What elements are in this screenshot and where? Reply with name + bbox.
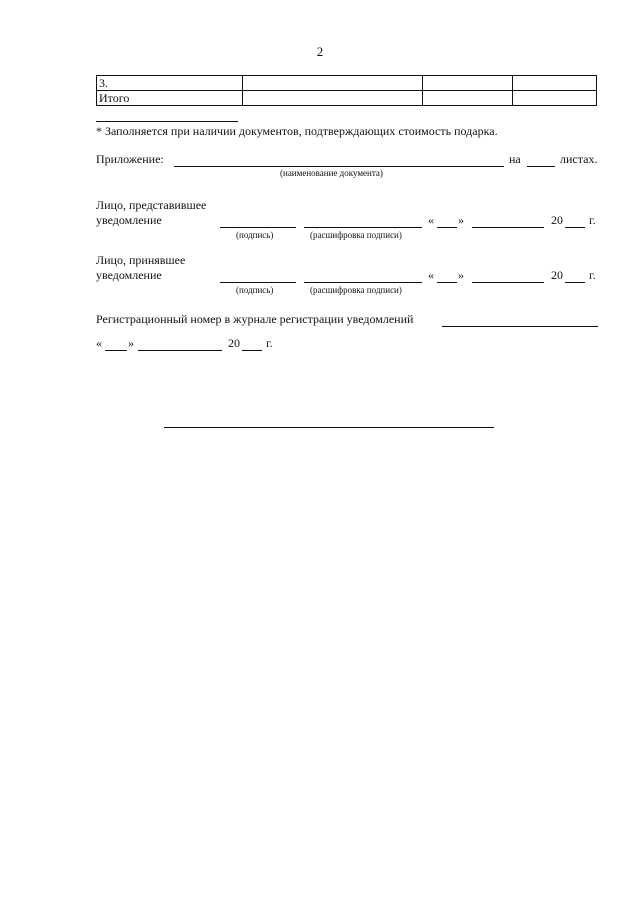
receiver-year-field[interactable] (565, 282, 585, 283)
submitter-year-suffix: г. (589, 213, 596, 227)
table-cell (423, 76, 513, 91)
receiver-label-line2: уведомление (96, 268, 162, 282)
table-cell (513, 91, 597, 106)
registration-year-field[interactable] (242, 350, 262, 351)
submitter-decoding-caption: (расшифровка подписи) (310, 230, 402, 240)
receiver-year-suffix: г. (589, 268, 596, 282)
attachment-label: Приложение: (96, 152, 164, 166)
submitter-quote-close: » (458, 213, 464, 227)
receiver-label-line1: Лицо, принявшее (96, 253, 186, 267)
submitter-label-line1: Лицо, представившее (96, 198, 207, 212)
table-cell (423, 91, 513, 106)
footnote-text: * Заполняется при наличии документов, подтверждающих стоимость подарка. (96, 124, 498, 138)
submitter-year-field[interactable] (565, 227, 585, 228)
receiver-decoding-caption: (расшифровка подписи) (310, 285, 402, 295)
page-number: 2 (316, 44, 324, 59)
receiver-quote-open: « (428, 268, 434, 282)
receiver-month-field[interactable] (472, 282, 544, 283)
registration-year-suffix: г. (266, 336, 273, 350)
submitter-label (96, 198, 206, 228)
receiver-day-field[interactable] (437, 282, 457, 283)
table-cell (243, 91, 423, 106)
attachment-sheets-label: листах. (560, 152, 598, 166)
receiver-year-prefix: 20 (551, 268, 563, 282)
receiver-signature-caption: (подпись) (236, 285, 274, 295)
end-divider (164, 427, 494, 428)
registration-quote-close: » (128, 336, 134, 350)
receiver-label (96, 253, 185, 283)
submitter-signature-field[interactable] (220, 227, 296, 228)
receiver-signature-field[interactable] (220, 282, 296, 283)
submitter-decoding-field[interactable] (304, 227, 422, 228)
attachment-sheets-count-field[interactable] (527, 166, 555, 167)
registration-number-field[interactable] (442, 326, 598, 327)
submitter-quote-open: « (428, 213, 434, 227)
table-cell (243, 76, 423, 91)
registration-month-field[interactable] (138, 350, 222, 351)
attachment-na: на (509, 152, 521, 166)
registration-day-field[interactable] (105, 350, 127, 351)
table-cell: Итого (97, 91, 243, 106)
submitter-signature-caption: (подпись) (236, 230, 274, 240)
attachment-caption: (наименование документа) (280, 168, 383, 178)
receiver-decoding-field[interactable] (304, 282, 422, 283)
table-row (97, 91, 597, 106)
submitter-month-field[interactable] (472, 227, 544, 228)
footnote-divider (96, 121, 238, 122)
table-cell (513, 76, 597, 91)
submitter-year-prefix: 20 (551, 213, 563, 227)
table-row (97, 76, 597, 91)
submitter-day-field[interactable] (437, 227, 457, 228)
registration-year-prefix: 20 (228, 336, 240, 350)
table-cell: 3. (97, 76, 243, 91)
registration-quote-open: « (96, 336, 102, 350)
receiver-quote-close: » (458, 268, 464, 282)
submitter-label-line2: уведомление (96, 213, 162, 227)
gift-table (96, 75, 597, 106)
attachment-document-field[interactable] (174, 166, 504, 167)
registration-label: Регистрационный номер в журнале регистрации уведомлений (96, 312, 414, 326)
